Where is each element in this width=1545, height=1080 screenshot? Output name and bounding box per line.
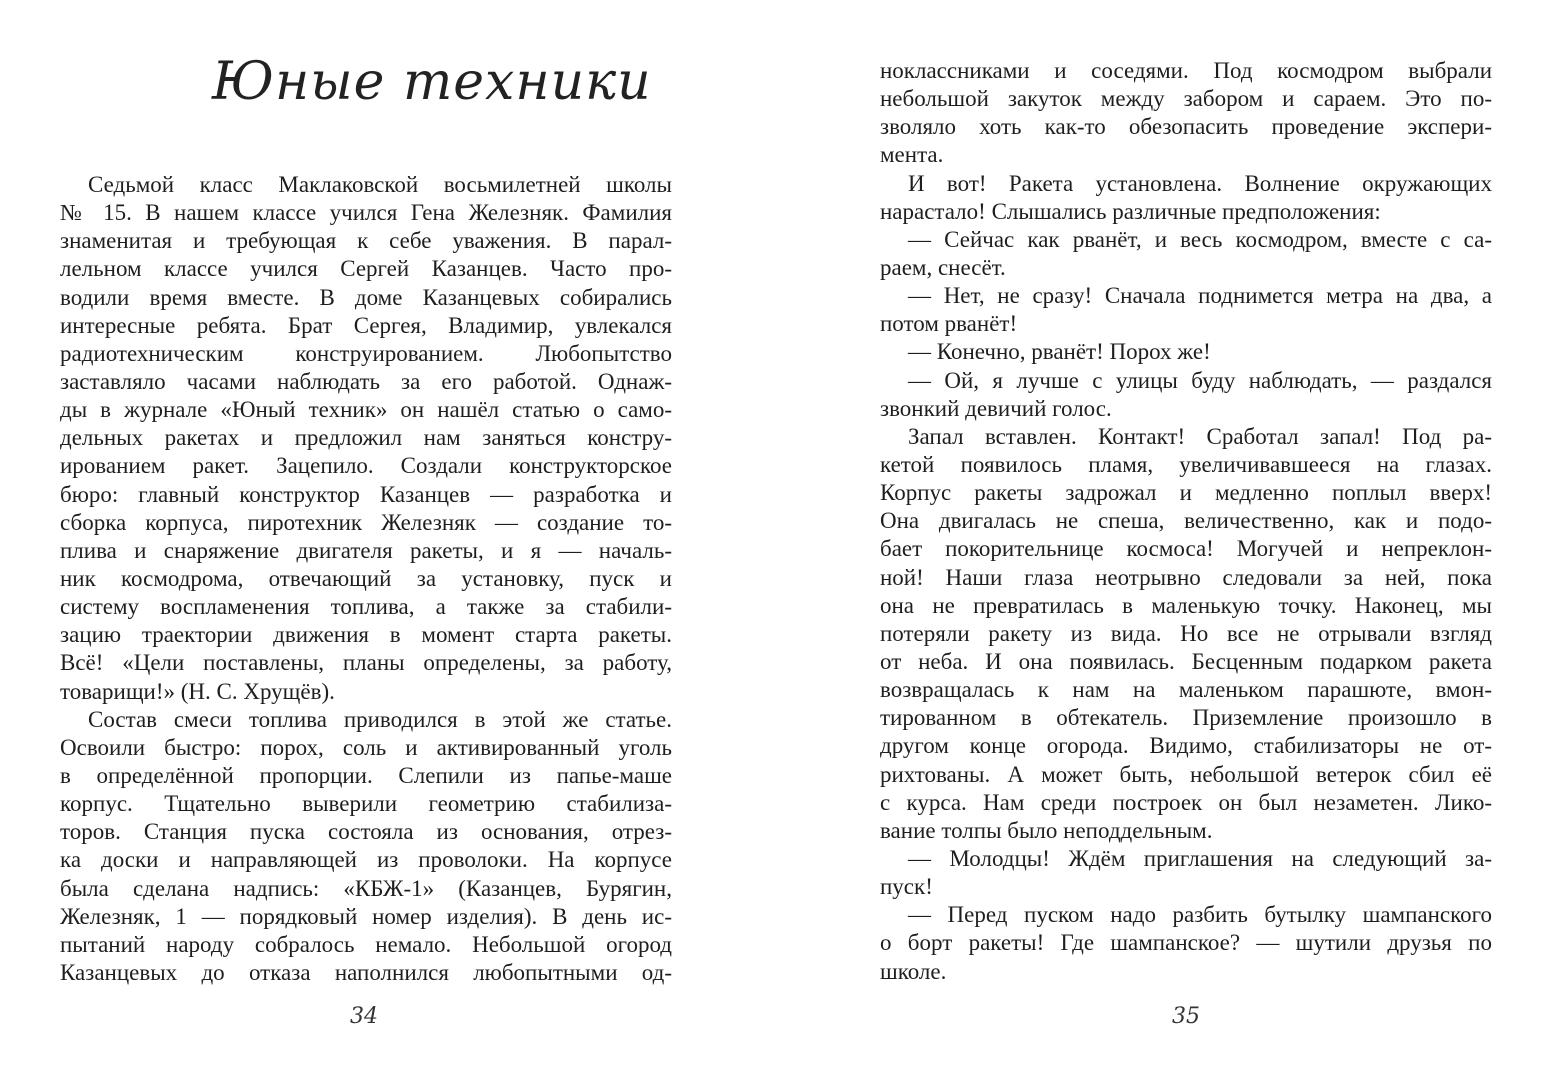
text-line: Она двигалась не спеша, величественно, как и подо- (880, 508, 1492, 534)
text-line: звонкий девичий голос. (880, 395, 1112, 421)
text-line: — Сейчас как рванёт, и весь космодром, вместе с са- (908, 226, 1492, 252)
text-line: И вот! Ракета установлена. Волнение окружающих (908, 170, 1492, 196)
text-line: пуск! (880, 874, 933, 900)
text-line: систему воспламенения топлива, а также за стабили- (60, 594, 672, 620)
text-line: радиотехническим конструированием. Любопытство (60, 340, 672, 366)
paragraph (880, 367, 1492, 423)
text-line: ник космодрома, отвечающий за установку, пуск и (60, 565, 672, 591)
text-line: от неба. И она появилась. Бесценным подарком ракета (880, 648, 1492, 674)
text-line: Железняк, 1 — порядковый номер изделия). В день ис- (60, 903, 672, 929)
text-line: другом конце огорода. Видимо, стабилизаторы не от- (880, 733, 1492, 759)
text-line: Освоили быстро: порох, соль и активированный уголь (60, 734, 672, 760)
text-line: — Перед пуском надо разбить бутылку шампанского (908, 902, 1492, 928)
text-line: с курса. Нам среди построек он был незаметен. Лико- (880, 789, 1492, 815)
left-page-text (60, 171, 672, 987)
paragraph (880, 282, 1492, 338)
text-line: корпус. Тщательно выверили геометрию стабилиза- (60, 791, 672, 817)
paragraph (880, 338, 1492, 366)
text-line: водили время вместе. В доме Казанцевых собирались (60, 284, 672, 310)
text-line: зацию траектории движения в момент старта ракеты. (60, 622, 672, 648)
text-line: раем, снесёт. (880, 254, 1006, 280)
text-line: торов. Станция пуска состояла из основания, отрез- (60, 819, 672, 845)
paragraph (60, 706, 672, 987)
text-line: кетой появилось пламя, увеличивавшееся на глазах. (880, 451, 1492, 477)
text-line: лельном классе учился Сергей Казанцев. Часто про- (60, 256, 672, 282)
text-line: ка доски и направляющей из проволоки. На корпусе (60, 847, 672, 873)
text-line: — Молодцы! Ждём приглашения на следующий за- (908, 845, 1492, 871)
text-line: Корпус ракеты задрожал и медленно поплыл вверх! (880, 480, 1492, 506)
text-line: — Нет, не сразу! Сначала поднимется метра на два, а (908, 283, 1492, 309)
right-page (772, 0, 1545, 1080)
text-line: рихтованы. А может быть, небольшой ветерок сбил её (880, 761, 1492, 787)
text-line: ноклассниками и соседями. Под космодром выбрали (880, 58, 1492, 83)
text-line: в определённой пропорции. Слепили из папье-маше (60, 762, 672, 788)
paragraph (880, 170, 1492, 226)
text-line: бает покорительнице космоса! Могучей и непреклон- (880, 536, 1492, 562)
right-page-text (880, 57, 1492, 986)
paragraph (880, 901, 1492, 985)
text-line: ной! Наши глаза неотрывно следовали за ней, пока (880, 564, 1492, 590)
text-line: — Конечно, рванёт! Порох же! (908, 339, 1211, 365)
text-line: товарищи!» (Н. С. Хрущёв). (60, 678, 335, 704)
text-line: школе. (880, 958, 947, 984)
text-line: Состав смеси топлива приводился в этой же статье. (88, 706, 672, 732)
paragraph (880, 423, 1492, 845)
text-line: № 15. В нашем классе учился Гена Железняк. Фамилия (60, 200, 672, 226)
text-line: ированием ракет. Зацепило. Создали конструкторское (60, 453, 672, 479)
text-line: была сделана надпись: «КБЖ-1» (Казанцев, Бурягин, (60, 875, 672, 901)
text-line: потом рванёт! (880, 311, 1018, 337)
text-line: Казанцевых до отказа наполнился любопытными од- (60, 959, 672, 985)
chapter-title: Юные техники (212, 52, 652, 112)
text-line: интересные ребята. Брат Сергея, Владимир, увлекался (60, 312, 672, 338)
left-page (0, 0, 772, 1080)
text-line: мента. (880, 142, 944, 168)
text-line: плива и снаряжение двигателя ракеты, и я — началь- (60, 537, 672, 563)
paragraph (880, 226, 1492, 282)
text-line: потеряли ракету из вида. Но все не отрывали взгляд (880, 620, 1492, 646)
text-line: нарастало! Слышались различные предположения: (880, 198, 1381, 224)
text-line: Всё! «Цели поставлены, планы определены, за работу, (60, 650, 672, 676)
paragraph (880, 57, 1492, 170)
text-line: сборка корпуса, пиротехник Железняк — создание то- (60, 509, 672, 535)
page-number-left: 34 (350, 1004, 378, 1029)
paragraph (880, 845, 1492, 901)
text-line: о борт ракеты! Где шампанское? — шутили друзья по (880, 930, 1492, 956)
text-line: заставляло часами наблюдать за его работой. Однаж- (60, 368, 672, 394)
text-line: она не превратилась в маленькую точку. Наконец, мы (880, 592, 1492, 618)
text-line: зволяло хоть как-то обезопасить проведение экспери- (880, 114, 1492, 140)
text-line: знаменитая и требующая к себе уважения. В парал- (60, 228, 672, 254)
text-line: — Ой, я лучше с улицы буду наблюдать, — раздался (908, 367, 1492, 393)
text-line: вание толпы было неподдельным. (880, 817, 1213, 843)
text-line: тированном в обтекатель. Приземление произошло в (880, 705, 1492, 731)
text-line: возвращалась к нам на маленьком парашюте, вмон- (880, 677, 1492, 703)
text-line: пытаний народу собралось немало. Небольшой огород (60, 931, 672, 957)
text-line: Запал вставлен. Контакт! Сработал запал! Под ра- (908, 423, 1492, 449)
text-line: бюро: главный конструктор Казанцев — разработка и (60, 481, 672, 507)
text-line: ды в журнале «Юный техник» он нашёл статью о само- (60, 397, 672, 423)
page-number-right: 35 (1172, 1004, 1200, 1029)
paragraph (60, 171, 672, 706)
text-line: дельных ракетах и предложил нам заняться констру- (60, 425, 672, 451)
text-line: небольшой закуток между забором и сараем. Это по- (880, 86, 1492, 112)
text-line: Седьмой класс Маклаковской восьмилетней школы (88, 172, 672, 197)
